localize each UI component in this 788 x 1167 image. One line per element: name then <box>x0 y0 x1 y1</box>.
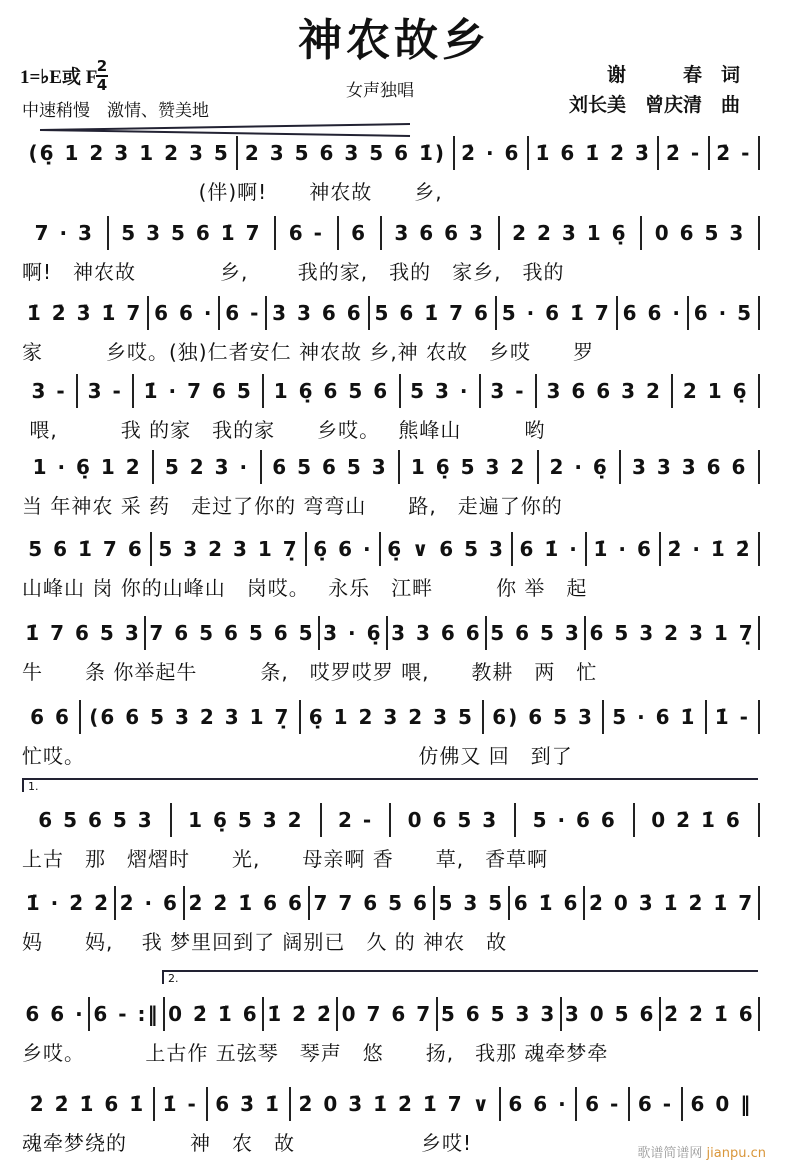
measure: 1̇ - <box>714 705 750 729</box>
notes-line <box>22 700 760 734</box>
measure: 0 7 6 7 <box>341 1002 433 1026</box>
measure: 1 6̣ 6 5 6 <box>273 379 390 403</box>
measure: 1̇ - <box>162 1092 198 1116</box>
measure: 2̇ · 1̇ 2̇ <box>667 537 752 561</box>
measure: 2 2 3 1 6̣ <box>512 221 628 245</box>
measure: 1 · 6̣ 1 2 <box>32 455 142 479</box>
measure: 6 · 5 <box>693 301 754 325</box>
volta-1: 1. <box>22 778 758 792</box>
notes-line <box>22 216 760 250</box>
lyrics-line: 当 年神农 采 药 走过了你的 弯弯山 路, 走遍了你的 <box>22 494 563 518</box>
measure: 6 6 · <box>25 1002 85 1026</box>
measure: 1̇ · 7 6 5 <box>143 379 253 403</box>
measure: 3 3 6 6 <box>391 621 482 645</box>
measure: 6 <box>351 221 368 245</box>
measure: 6 1̇ · <box>519 537 579 561</box>
tempo-marking: 中速稍慢 激情、赞美地 <box>22 101 209 121</box>
watermark-cn: 歌谱简谱网 <box>637 1146 703 1161</box>
measure: 2̇ 2̇ 1̇ 6 1̇ <box>29 1092 146 1116</box>
measure: 1̇ 2̇ 3̇ 1̇ 7 <box>26 301 143 325</box>
measure: 6 5 6 5 3 <box>272 455 388 479</box>
measure: 6 6 · <box>508 1092 568 1116</box>
score-row <box>22 216 760 285</box>
measure: 5 6 1̇ 7 6 <box>28 537 144 561</box>
measure: 6 - :‖ <box>93 1002 160 1026</box>
lyrics-line: 上古 那 熠熠时 光, 母亲啊 香 草, 香草啊 <box>22 847 549 871</box>
measure: 5 6 1̇ 7 6 <box>374 301 490 325</box>
measure: 3 · 6̣ <box>323 621 383 645</box>
notes-line <box>22 997 760 1031</box>
measure: 6 6 · <box>622 301 682 325</box>
score-row <box>22 532 760 601</box>
measure: 7 · 3 <box>34 221 94 245</box>
lyrics-line: 妈 妈, 我 梦里回到了 阔别已 久 的 神农 故 <box>22 930 508 954</box>
barline <box>758 803 760 837</box>
measure: 2̇ · 6 <box>461 141 521 165</box>
lyrics-line: 牛 条 你举起牛 条, 哎罗哎罗 喂, 教耕 两 忙 <box>22 660 598 684</box>
notes-line <box>22 616 760 650</box>
notes-line <box>22 296 760 330</box>
barline <box>758 700 760 734</box>
measure: 1 6̣ 5 3 2 <box>188 808 304 832</box>
composer-credit: 刘长美 曾庆清 曲 <box>568 94 740 116</box>
barline <box>758 296 760 330</box>
lyrics-line: 啊! 神农故 乡, 我的家, 我的 家乡, 我的 <box>22 260 565 284</box>
time-signature-bottom: 4 <box>96 76 108 94</box>
measure: (6 6 5 3 2 3 1 7̣ <box>89 705 291 729</box>
measure: 2̇ · 6 <box>119 891 179 915</box>
measure: 0 2̇ 1̇ 6 <box>168 1002 259 1026</box>
score-row <box>22 374 760 443</box>
score-row <box>22 803 760 872</box>
measure: 3 3 3 6 6 <box>631 455 748 479</box>
score-row <box>22 997 760 1066</box>
measure: 0 2̇ 1̇ 6 <box>651 808 742 832</box>
time-signature-top: 2 <box>96 57 108 75</box>
notes-line <box>22 374 760 408</box>
measure: 3 6 6 3 <box>394 221 485 245</box>
lyricist-credit: 谢 春 词 <box>606 64 740 86</box>
measure: 7 6 5 6 5 6 5 <box>149 621 315 645</box>
lyrics-line: 忙哎。 仿佛又 回 到了 <box>22 744 573 768</box>
notes-line <box>22 532 760 566</box>
song-title: 神农故乡 <box>298 15 490 66</box>
measure: 6 1̇ 6 <box>513 891 580 915</box>
measure: 6 5 6 5 3 <box>38 808 154 832</box>
measure: 5 2 3 · <box>164 455 250 479</box>
measure: 3 6 6 3 2 <box>546 379 662 403</box>
measure: 0 6 5 3 <box>407 808 499 832</box>
measure: 5 · 6 1̇ 7 <box>501 301 611 325</box>
measure: 3 3 6 6 <box>272 301 363 325</box>
watermark-en: jianpu.cn <box>706 1146 766 1161</box>
measure: 5 3 2 3 1 7̣ <box>158 537 299 561</box>
measure: 2̇ - <box>666 141 702 165</box>
lyrics-line: 魂牵梦绕的 神 农 故 乡哎! <box>22 1131 473 1155</box>
lyrics-line: (伴)啊! 神农故 乡, <box>22 180 443 204</box>
lyrics-line: 乡哎。 上古作 五弦琴 琴声 悠 扬, 我那 魂牵梦牵 <box>22 1041 609 1065</box>
lyrics-line: 喂, 我 的家 我的家 乡哎。 熊峰山 哟 <box>22 418 546 442</box>
barline <box>758 136 760 170</box>
time-signature <box>96 58 108 94</box>
measure: 2 · 6̣ <box>549 455 609 479</box>
score-row <box>22 700 760 769</box>
measure: 6̣ ∨ 6 5 3 <box>387 537 505 561</box>
barline <box>758 616 760 650</box>
notes-line <box>22 450 760 484</box>
barline <box>758 450 760 484</box>
measure: 1 6̣ 5 3 2 <box>410 455 527 479</box>
measure: 6 5 3 2 3 1 7̣ <box>589 621 755 645</box>
measure: 5 · 6 1̇ <box>612 705 697 729</box>
measure: 3 - <box>31 379 67 403</box>
measure: (6̣ 1 2 3 1 2 3 5 <box>28 141 230 165</box>
measure: 5 6 5 3 3 <box>440 1002 557 1026</box>
measure: 5 6 5 3 <box>490 621 581 645</box>
measure: 3 0 5 6 <box>564 1002 656 1026</box>
measure: 5 · 6 6 <box>532 808 617 832</box>
measure: 1̇ · 2̇ 2̇ <box>25 891 111 915</box>
score-row <box>22 450 760 519</box>
measure: 2 - <box>337 808 374 832</box>
score-row <box>22 616 760 685</box>
watermark <box>637 1142 766 1161</box>
notes-line <box>22 1087 760 1121</box>
measure: 6 - <box>225 301 261 325</box>
measure: 6 - <box>288 221 324 245</box>
measure: 3 - <box>490 379 526 403</box>
score-row <box>22 886 760 955</box>
lyrics-line: 家 乡哎。(独)仁者安仁 神农故 乡,神 农故 乡哎 罗 <box>22 340 595 364</box>
barline <box>758 886 760 920</box>
notes-line <box>22 136 760 170</box>
measure: 2̇ - <box>716 141 752 165</box>
notes-line <box>22 803 760 837</box>
barline <box>758 216 760 250</box>
measure: 6) 6 5 3 <box>492 705 594 729</box>
key-signature: 1=♭E或 F <box>20 67 98 88</box>
barline <box>758 374 760 408</box>
lyrics-line: 山峰山 岗 你的山峰山 岗哎。 永乐 江畔 你 举 起 <box>22 576 588 600</box>
measure: 2 1 6̣ <box>682 379 749 403</box>
measure: 6̣ 1 2 3 2 3 5 <box>308 705 474 729</box>
measure: 3 - <box>87 379 123 403</box>
measure: 0 6 5 3 <box>654 221 746 245</box>
measure: 2̇ 0 3̇ 1̇ 2̇ 1̇ 7 ∨ <box>298 1092 491 1116</box>
measure: 1̇ 2̇ 2̇ <box>267 1002 333 1026</box>
measure: 6 - <box>637 1092 673 1116</box>
measure: 1̇ · 6 <box>593 537 653 561</box>
measure: 6 - <box>585 1092 621 1116</box>
measure: 6 3̇ 1̇ <box>215 1092 281 1116</box>
measure: 7 7 6 5 6 <box>313 891 429 915</box>
measure: 5 3 5 6 1̇ 7 <box>121 221 262 245</box>
volta-2: 2. <box>162 970 758 984</box>
measure: 6 0 ‖ <box>690 1092 753 1116</box>
measure: 5 3 · <box>410 379 470 403</box>
notes-line <box>22 886 760 920</box>
measure: 6̣ 6 · <box>313 537 373 561</box>
measure: 1̇ 7 6 5 3 <box>25 621 141 645</box>
score-row <box>22 136 760 205</box>
score-row <box>22 296 760 365</box>
barline <box>758 997 760 1031</box>
measure: 2̇ 0 3̇ 1̇ 2̇ 1̇ 7 <box>589 891 755 915</box>
measure: 6 6 · <box>154 301 214 325</box>
measure: 2̇ 2̇ 1̇ 6 <box>664 1002 755 1026</box>
measure: 5 3 5 <box>438 891 505 915</box>
barline <box>758 532 760 566</box>
measure: 1̇ 6 1̇ 2̇ 3̇ <box>535 141 651 165</box>
measure: 2̇ 2̇ 1̇ 6 6 <box>188 891 304 915</box>
measure: 6 6 <box>30 705 71 729</box>
measure: 2 3 5 6 3 5 6 1̇) <box>244 141 447 165</box>
voice-type: 女声独唱 <box>346 81 414 101</box>
